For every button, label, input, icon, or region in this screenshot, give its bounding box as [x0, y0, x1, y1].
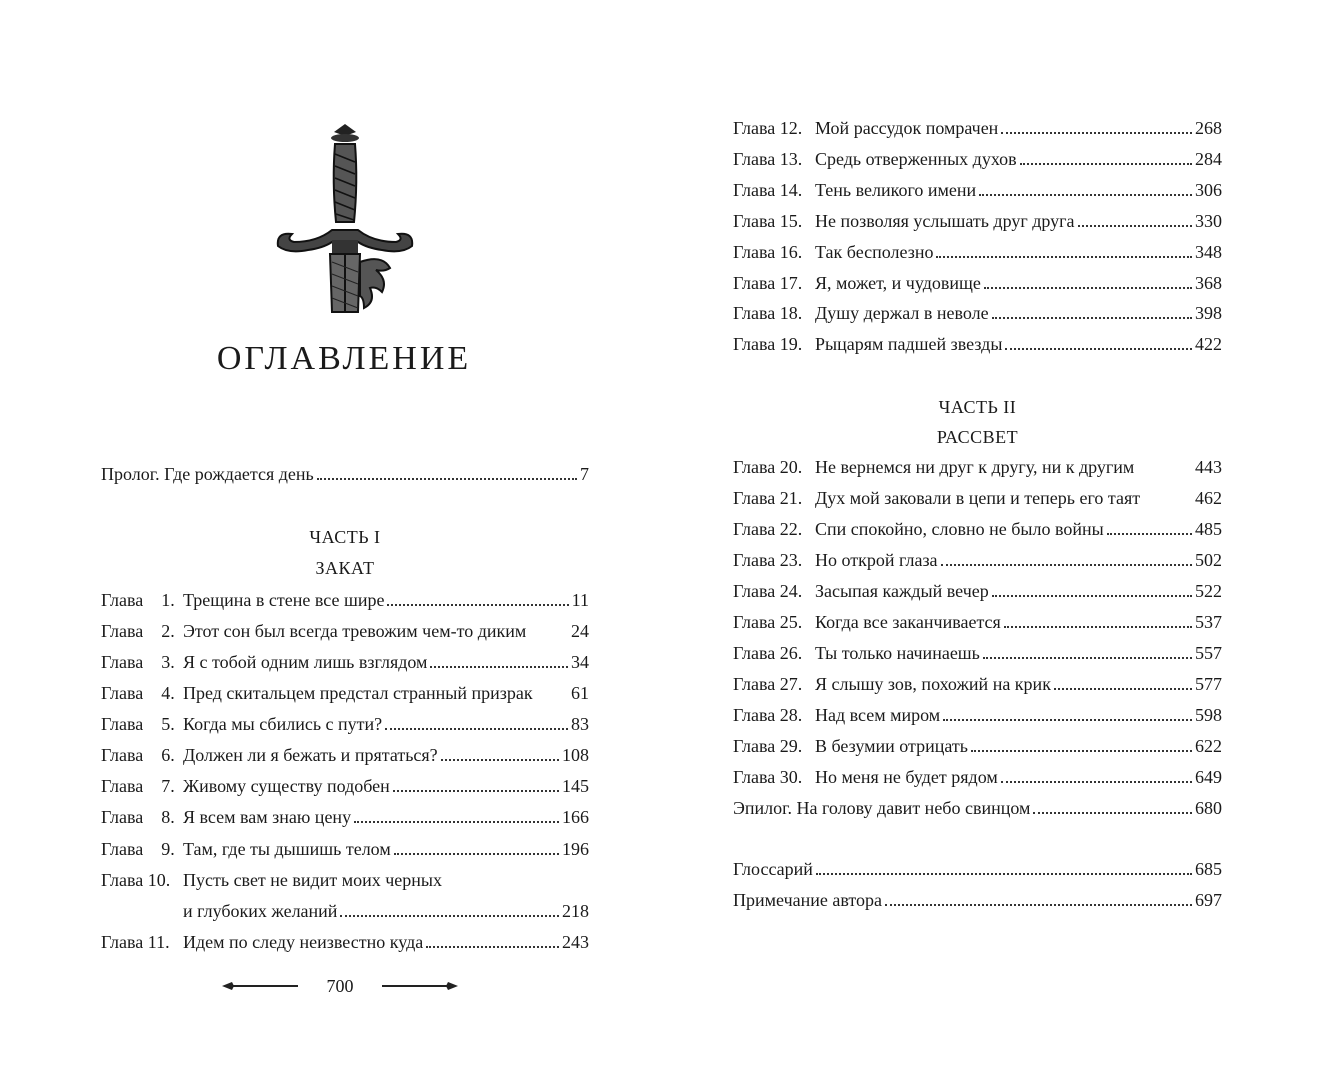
toc-page-number: 649 [1195, 767, 1222, 787]
ornamental-rule-icon [380, 978, 460, 994]
chapter-title: Так бесполезно [815, 242, 934, 262]
toc-entry-chapter [101, 806, 589, 828]
chapter-title: В безумии отрицать [815, 736, 968, 756]
chapter-title: Должен ли я бежать и прятаться? [183, 745, 438, 765]
toc-page-number: 306 [1195, 180, 1222, 200]
dot-leader [984, 287, 1192, 289]
toc-entry-label: Эпилог. На голову давит небо свинцом [733, 798, 1031, 818]
chapter-prefix: Глава 4. [101, 683, 175, 703]
dot-leader [1020, 163, 1192, 165]
toc-entry-chapter [733, 333, 1222, 355]
toc-entry-chapter [101, 869, 589, 891]
toc-entry-chapter [101, 682, 589, 704]
toc-page-number: 398 [1195, 303, 1222, 323]
dot-leader [394, 853, 559, 855]
toc-page-number: 218 [562, 901, 589, 921]
chapter-title: Я слышу зов, похожий на крик [815, 674, 1051, 694]
dot-leader [1004, 626, 1192, 628]
toc-page-number: 598 [1195, 705, 1222, 725]
chapter-prefix: Глава 13. [733, 149, 803, 169]
toc-entry-chapter [733, 117, 1222, 139]
chapter-title: Засыпая каждый вечер [815, 581, 989, 601]
chapter-prefix: Глава 27. [733, 674, 803, 694]
toc-page-number: 166 [562, 807, 589, 827]
chapter-prefix: Глава 29. [733, 736, 803, 756]
toc-entry-prologue [101, 463, 589, 485]
dot-leader [1001, 132, 1192, 134]
toc-page-number: 557 [1195, 643, 1222, 663]
toc-page-number: 11 [571, 590, 589, 610]
chapter-prefix: Глава 11. [101, 932, 170, 952]
chapter-prefix: Глава 28. [733, 705, 803, 725]
toc-page-number: 7 [580, 464, 589, 484]
chapter-title: Ты только начинаешь [815, 643, 980, 663]
chapter-title: Трещина в стене все шире [183, 590, 385, 610]
chapter-title: Когда все заканчивается [815, 612, 1001, 632]
chapter-prefix: Глава 30. [733, 767, 803, 787]
toc-entry-chapter [733, 456, 1222, 478]
chapter-prefix: Глава 3. [101, 652, 175, 672]
toc-page-number: 348 [1195, 242, 1222, 262]
sword-icon [272, 122, 418, 316]
chapter-title: Дух мой заковали в цепи и теперь его таят [815, 488, 1141, 508]
toc-entry-chapter [733, 673, 1222, 695]
toc-page-number: 368 [1195, 273, 1222, 293]
toc-entry-chapter [733, 735, 1222, 757]
part-name-heading: РАССВЕТ [936, 427, 1019, 447]
toc-entry-chapter [101, 620, 589, 642]
toc-page-number: 330 [1195, 211, 1222, 231]
toc-entry-author-note [733, 889, 1222, 911]
toc-entry-chapter [733, 642, 1222, 664]
dot-leader [441, 759, 559, 761]
toc-entry-chapter [101, 651, 589, 673]
toc-page-number: 268 [1195, 118, 1222, 138]
dot-leader [340, 915, 559, 917]
toc-entry-chapter [101, 744, 589, 766]
dot-leader [430, 666, 568, 668]
page-title: ОГЛАВЛЕНИЕ [216, 340, 472, 377]
toc-page-number: 34 [571, 652, 589, 672]
chapter-title: Живому существу подобен [183, 776, 390, 796]
toc-entry-chapter [733, 766, 1222, 788]
dot-leader [393, 790, 559, 792]
toc-page-number: 108 [562, 745, 589, 765]
toc-page-number: 422 [1195, 334, 1222, 354]
toc-entry-label: Примечание автора [733, 890, 883, 910]
dot-leader [1054, 688, 1192, 690]
chapter-prefix: Глава 17. [733, 273, 803, 293]
chapter-prefix: Глава 25. [733, 612, 803, 632]
chapter-title: Душу держал в неволе [815, 303, 989, 323]
toc-page-number: 24 [571, 621, 589, 641]
dot-leader [979, 194, 1192, 196]
chapter-title: Я всем вам знаю цену [183, 807, 352, 827]
toc-page-number: 485 [1195, 519, 1222, 539]
toc-entry-chapter [101, 838, 589, 860]
dot-leader [885, 904, 1192, 906]
chapter-title: Пред скитальцем предстал странный призрак [183, 683, 533, 703]
toc-entry-label: Пролог. Где рождается день [101, 464, 314, 484]
chapter-prefix: Глава 22. [733, 519, 803, 539]
chapter-title: Но меня не будет рядом [815, 767, 998, 787]
toc-page-number: 685 [1195, 859, 1222, 879]
dot-leader [992, 595, 1192, 597]
toc-page-number: 462 [1195, 488, 1222, 508]
chapter-title: Идем по следу неизвестно куда [183, 932, 424, 952]
chapter-title-continuation: и глубоких желаний [183, 901, 338, 921]
chapter-title: Спи спокойно, словно не было войны [815, 519, 1104, 539]
chapter-prefix: Глава 14. [733, 180, 803, 200]
toc-page-number: 680 [1195, 798, 1222, 818]
toc-entry-chapter [733, 487, 1222, 509]
chapter-prefix: Глава 10. [101, 870, 171, 890]
toc-entry-epilogue [733, 797, 1222, 819]
toc-page-number: 243 [562, 932, 589, 952]
toc-entry-chapter [101, 775, 589, 797]
dot-leader [941, 564, 1192, 566]
chapter-title: Тень великого имени [815, 180, 977, 200]
chapter-prefix: Глава 12. [733, 118, 803, 138]
right-page [663, 0, 1326, 1072]
chapter-title: Над всем миром [815, 705, 941, 725]
toc-entry-chapter [733, 704, 1222, 726]
toc-page-number: 577 [1195, 674, 1222, 694]
toc-page-number: 502 [1195, 550, 1222, 570]
chapter-prefix: Глава 26. [733, 643, 803, 663]
chapter-prefix: Глава 5. [101, 714, 175, 734]
dot-leader [1033, 812, 1192, 814]
chapter-prefix: Глава 15. [733, 211, 803, 231]
toc-page-number: 196 [562, 839, 589, 859]
part-name-heading: ЗАКАТ [315, 558, 375, 578]
part-number-heading: ЧАСТЬ I [309, 527, 381, 547]
chapter-prefix: Глава 16. [733, 242, 803, 262]
page-folio [220, 974, 460, 998]
toc-entry-chapter [733, 518, 1222, 540]
chapter-title: Не вернемся ни друг к другу, ни к другим [815, 457, 1135, 477]
toc-page-number: 522 [1195, 581, 1222, 601]
page-number: 700 [326, 976, 354, 996]
toc-entry-chapter [733, 148, 1222, 170]
chapter-prefix: Глава 19. [733, 334, 803, 354]
part-number-heading: ЧАСТЬ II [938, 397, 1017, 417]
chapter-prefix: Глава 6. [101, 745, 175, 765]
toc-page-number: 61 [571, 683, 589, 703]
chapter-title: Я с тобой одним лишь взглядом [183, 652, 428, 672]
chapter-title: Мой рассудок помрачен [815, 118, 999, 138]
toc-entry-chapter [733, 580, 1222, 602]
toc-entry-chapter [733, 241, 1222, 263]
dot-leader [1078, 225, 1192, 227]
dot-leader [992, 317, 1192, 319]
toc-entry-chapter [733, 549, 1222, 571]
toc-page-number: 537 [1195, 612, 1222, 632]
toc-page-number: 697 [1195, 890, 1222, 910]
chapter-prefix: Глава 8. [101, 807, 175, 827]
dot-leader [936, 256, 1192, 258]
chapter-title: Я, может, и чудовище [815, 273, 981, 293]
toc-entry-chapter [733, 179, 1222, 201]
chapter-title: Там, где ты дышишь телом [183, 839, 391, 859]
toc-page-number: 443 [1195, 457, 1222, 477]
toc-entry-chapter [101, 931, 589, 953]
dot-leader [971, 750, 1192, 752]
chapter-title: Рыцарям падшей звезды [815, 334, 1003, 354]
chapter-prefix: Глава 24. [733, 581, 803, 601]
chapter-prefix: Глава 2. [101, 621, 175, 641]
dot-leader [1005, 348, 1192, 350]
chapter-title: Когда мы сбились с пути? [183, 714, 383, 734]
toc-page-number: 145 [562, 776, 589, 796]
toc-entry-chapter [101, 589, 589, 611]
chapter-title: Пусть свет не видит моих черных [183, 870, 443, 890]
dot-leader [943, 719, 1192, 721]
dot-leader [354, 821, 559, 823]
dot-leader [426, 946, 559, 948]
chapter-title: Но открой глаза [815, 550, 938, 570]
toc-entry-label: Глоссарий [733, 859, 813, 879]
toc-entry-chapter [101, 713, 589, 735]
dot-leader [317, 478, 577, 480]
dot-leader [387, 604, 568, 606]
chapter-title: Этот сон был всегда тревожим чем-то диким [183, 621, 527, 641]
chapter-prefix: Глава 23. [733, 550, 803, 570]
toc-page-number: 284 [1195, 149, 1222, 169]
ornamental-rule-icon [220, 978, 300, 994]
toc-entry-chapter [733, 302, 1222, 324]
chapter-prefix: Глава 21. [733, 488, 803, 508]
dot-leader [816, 873, 1192, 875]
chapter-title: Не позволяя услышать друг друга [815, 211, 1075, 231]
toc-entry-continuation [101, 900, 589, 922]
chapter-prefix: Глава 1. [101, 590, 175, 610]
dot-leader [983, 657, 1192, 659]
dot-leader [1107, 533, 1192, 535]
toc-page-number: 622 [1195, 736, 1222, 756]
toc-entry-chapter [733, 272, 1222, 294]
toc-entry-chapter [733, 210, 1222, 232]
chapter-prefix: Глава 9. [101, 839, 175, 859]
dot-leader [1001, 781, 1192, 783]
toc-page-number: 83 [571, 714, 589, 734]
toc-entry-chapter [733, 611, 1222, 633]
toc-entry-glossary [733, 858, 1222, 880]
chapter-prefix: Глава 7. [101, 776, 175, 796]
dot-leader [385, 728, 568, 730]
chapter-prefix: Глава 20. [733, 457, 803, 477]
chapter-prefix: Глава 18. [733, 303, 803, 323]
chapter-title: Средь отверженных духов [815, 149, 1017, 169]
